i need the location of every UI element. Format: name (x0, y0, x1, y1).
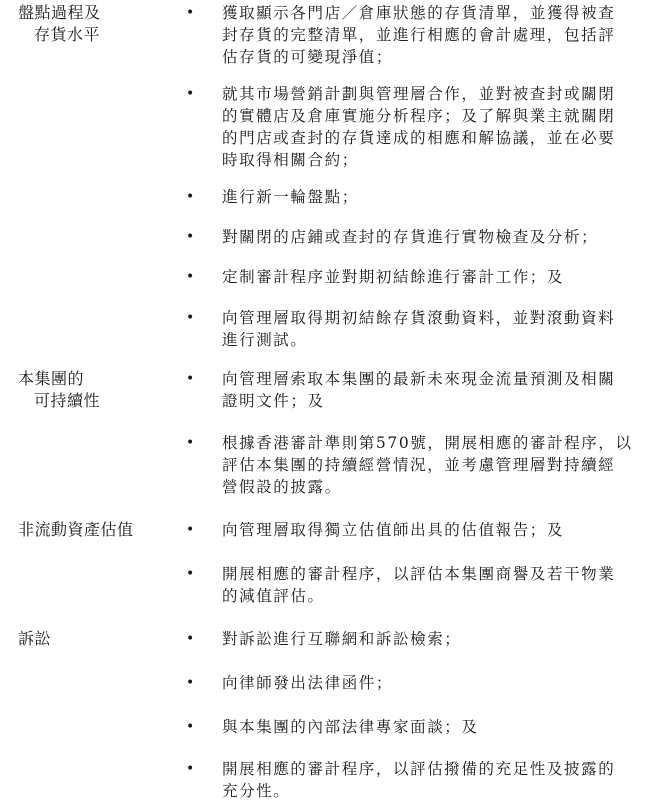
text-line: 充分性。 (222, 782, 291, 800)
text-line: 獲取顯示各門店／倉庫狀態的存貨清單，並獲得被查 (222, 4, 616, 22)
bullet-icon: • (186, 522, 195, 538)
bullet-icon: • (186, 435, 195, 451)
list-item-text (222, 758, 634, 802)
text-line: 的減值評估。 (222, 587, 325, 605)
bullet-icon: • (186, 189, 195, 205)
list-item-text (222, 563, 634, 607)
section-heading (18, 368, 178, 412)
bullet-icon: • (186, 719, 195, 735)
bullet-icon: • (186, 269, 195, 285)
text-line: 進行新一輪盤點； (222, 188, 359, 206)
text-line: 向律師發出法律函件； (222, 674, 394, 692)
list-item-text (222, 226, 634, 248)
list-item-text (222, 368, 634, 412)
heading-line: 非流動資產估值 (18, 520, 134, 539)
heading-line: 訴訟 (18, 629, 52, 648)
list-item-text (222, 716, 634, 738)
text-line: 進行測試。 (222, 331, 308, 349)
section-heading (18, 628, 178, 650)
bullet-icon: • (186, 5, 195, 21)
text-line: 營假設的披露。 (222, 478, 342, 496)
bullet-icon: • (186, 761, 195, 777)
text-line: 與本集團的內部法律專家面談；及 (222, 718, 479, 736)
list-item-text (222, 519, 634, 541)
text-line: 就其市場營銷計劃與管理層合作，並對被查封或關閉 (222, 85, 616, 103)
text-line: 時取得相關合約； (222, 151, 359, 169)
bullet-icon: • (186, 566, 195, 582)
text-line: 根據香港審計準則第570號，開展相應的審計程序，以 (222, 434, 633, 452)
bullet-icon: • (186, 86, 195, 102)
bullet-icon: • (186, 631, 195, 647)
text-line: 估存貨的可變現淨值； (222, 48, 394, 66)
text-line: 開展相應的審計程序，以評估撥備的充足性及披露的 (222, 760, 616, 778)
bullet-icon: • (186, 310, 195, 326)
text-line: 的門店或查封的存貨達成的相應和解協議，並在必要 (222, 129, 616, 147)
text-line: 定制審計程序並對期初結餘進行審計工作；及 (222, 268, 565, 286)
list-item-text (222, 432, 634, 498)
text-line: 的實體店及倉庫實施分析程序；及了解與業主就關閉 (222, 107, 616, 125)
heading-line: 存貨水平 (34, 25, 101, 44)
list-item-text (222, 83, 634, 171)
list-item-text (222, 186, 634, 208)
list-item-text (222, 2, 634, 68)
text-line: 評估本集團的持續經營情況，並考慮管理層對持續經 (222, 456, 616, 474)
text-line: 對訴訟進行互聯網和訴訟檢索； (222, 630, 462, 648)
heading-line: 本集團的 (18, 369, 85, 388)
text-line: 向管理層取得獨立估值師出具的估值報告；及 (222, 521, 565, 539)
heading-line: 盤點過程及 (18, 3, 101, 22)
heading-line: 可持續性 (34, 391, 101, 410)
list-item-text (222, 307, 634, 351)
list-item-text (222, 672, 634, 694)
bullet-icon: • (186, 675, 195, 691)
list-item-text (222, 266, 634, 288)
bullet-icon: • (186, 371, 195, 387)
text-line: 開展相應的審計程序，以評估本集團商譽及若干物業 (222, 565, 616, 583)
text-line: 封存貨的完整清單，並進行相應的會計處理，包括評 (222, 26, 616, 44)
bullet-icon: • (186, 229, 195, 245)
text-line: 向管理層取得期初結餘存貨滾動資料，並對滾動資料 (222, 309, 616, 327)
text-line: 向管理層索取本集團的最新未來現金流量預測及相關 (222, 370, 616, 388)
section-heading (18, 519, 178, 541)
text-line: 對關閉的店鋪或查封的存貨進行實物檢查及分析； (222, 228, 599, 246)
section-heading (18, 2, 178, 46)
text-line: 證明文件；及 (222, 392, 325, 410)
list-item-text (222, 628, 634, 650)
